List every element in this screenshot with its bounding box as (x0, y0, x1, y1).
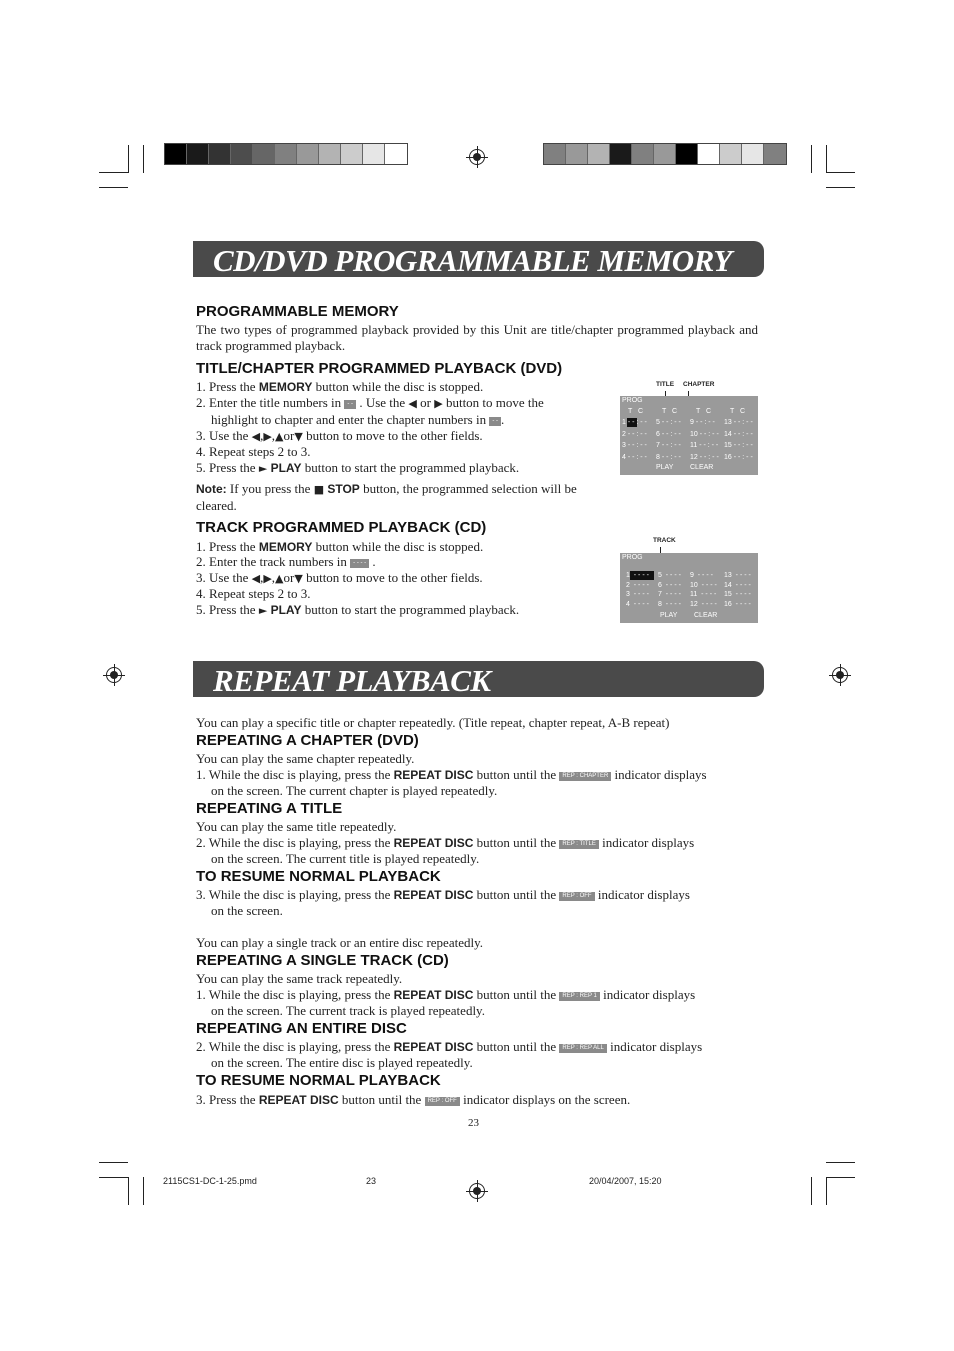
program-slot: 11 - - : - - (690, 442, 719, 449)
play-icon: ► (258, 462, 268, 475)
color-swatch-bar-left (164, 143, 408, 165)
program-slot: 9 - - : - - (690, 419, 715, 426)
indicator-chip: REP : REP 1 (559, 992, 599, 1001)
program-slot: 4 - - - - (626, 600, 649, 608)
color-swatch (385, 144, 407, 164)
color-swatch (698, 144, 720, 164)
left-arrow-icon: ◀ (251, 572, 261, 585)
program-slot: 3 - - : - - (622, 442, 647, 449)
crop-mark (826, 187, 855, 188)
play-label: PLAY (660, 612, 678, 619)
right-arrow-icon: ▶ (263, 572, 272, 585)
registration-mark-icon (466, 146, 488, 168)
up-arrow-icon: ▲ (275, 430, 284, 443)
step-3: 3. Use the ◀,▶,▲or▼ button to move to the other fields. (196, 570, 483, 585)
registration-mark-icon (829, 664, 851, 686)
heading-repeat-chapter: REPEATING A CHAPTER (DVD) (196, 732, 419, 749)
crop-mark (826, 1162, 855, 1163)
paragraph: You can play the same chapter repeatedly. (196, 751, 415, 766)
color-swatch (209, 144, 231, 164)
play-icon: ► (258, 604, 268, 617)
program-slot: 9 - - - - (690, 572, 713, 579)
color-swatch (676, 144, 698, 164)
program-slot: 13 - - : - - (724, 419, 753, 426)
step-2: 2. While the disc is playing, press the REPEAT DISC button until the REP : REP ALL indicator displays (196, 1039, 703, 1054)
dvd-program-screen: PROG T C T C T C T C 1 - - : - - 5 - - : - - 9 - - : - - 13 - - : - - 2 - - : - - 6 - - : - - 10 - - : - - 14 - - : - - 3 - - : - - 7 - - : - - 11 - - : - - 15 - - : - - 4 - - : - - 8 - - : - - 12 - - : - - 16 - - : - - PLAY CLEAR (620, 396, 758, 475)
column-header: T C (696, 408, 712, 415)
color-swatch (363, 144, 385, 164)
indicator-chip: REP : OFF (559, 892, 594, 901)
step-3: 3. While the disc is playing, press the REPEAT DISC button until the REP : OFF indicator displays (196, 887, 690, 902)
program-slot: 16 - - - - (724, 600, 751, 608)
heading-repeat-disc: REPEATING AN ENTIRE DISC (196, 1020, 407, 1037)
color-swatch (764, 144, 786, 164)
paragraph: You can play a specific title or chapter repeatedly. (Title repeat, chapter repeat, A-B repeat) (196, 715, 670, 730)
program-slot: 14 - - - - (724, 581, 751, 589)
program-slot: 15 - - - - (724, 591, 751, 598)
step-1: 1. While the disc is playing, press the REPEAT DISC button until the REP : CHAPTER indicator displays (196, 767, 707, 782)
field-indicator: - - (344, 400, 356, 409)
program-slot: 15 - - : - - (724, 442, 753, 449)
crop-mark (99, 1177, 128, 1178)
program-slot: 5 - - : - - (656, 419, 681, 426)
program-slot: 7 - - : - - (656, 442, 681, 449)
step-2: 2. Enter the title numbers in - - . Use the ◀ or ▶ button to move the (196, 395, 544, 410)
crop-mark (143, 1177, 144, 1205)
program-slot: 12 - - - - (690, 600, 717, 608)
color-swatch (632, 144, 654, 164)
footer-file: 2115CS1-DC-1-25.pmd (163, 1176, 257, 1186)
step-1-cont: on the screen. The current track is played repeatedly. (211, 1003, 485, 1018)
crop-mark (826, 1177, 855, 1178)
indicator-chip: REP : REP ALL (559, 1044, 606, 1053)
section-banner (193, 661, 764, 697)
stop-icon: ■ (313, 483, 325, 496)
step-3-cont: on the screen. (211, 903, 283, 918)
down-arrow-icon: ▼ (294, 572, 303, 585)
step-2: 2. Enter the track numbers in - - - - . (196, 554, 376, 569)
color-swatch (275, 144, 297, 164)
color-swatch (231, 144, 253, 164)
footer-page: 23 (366, 1176, 377, 1186)
step-5: 5. Press the ► PLAY button to start the programmed playback. (196, 460, 520, 475)
crop-mark (99, 187, 128, 188)
section-title: CD/DVD PROGRAMMABLE MEMORY (213, 243, 732, 278)
note: Note: If you press the ■ STOP button, the programmed selection will be cleared. (196, 481, 577, 513)
footer-date: 20/04/2007, 15:20 (589, 1176, 662, 1186)
step-1: 1. Press the MEMORY button while the disc is stopped. (196, 379, 484, 394)
program-slot: 7 - - - - (658, 591, 681, 598)
crop-mark (143, 145, 144, 173)
color-swatch (610, 144, 632, 164)
paragraph: You can play a single track or an entire disc repeatedly. (196, 935, 483, 950)
program-slot: 8 - - - - (658, 600, 681, 608)
paragraph: You can play the same title repeatedly. (196, 819, 397, 834)
crop-mark (826, 145, 827, 173)
crop-mark (99, 172, 128, 173)
left-arrow-icon: ◀ (408, 397, 417, 410)
program-slot: 12 - - : - - (690, 453, 719, 461)
heading-programmable-memory: PROGRAMMABLE MEMORY (196, 303, 399, 320)
color-swatch (566, 144, 588, 164)
crop-mark (811, 145, 812, 173)
field-indicator: - - (489, 417, 501, 426)
clear-label: CLEAR (690, 464, 714, 471)
down-arrow-icon: ▼ (294, 430, 303, 443)
program-slot: 5 - - - - (658, 572, 681, 579)
crop-mark (826, 1177, 827, 1205)
step-2-cont: on the screen. The entire disc is played repeatedly. (211, 1055, 473, 1070)
color-swatch (253, 144, 275, 164)
color-swatch (588, 144, 610, 164)
section-title: REPEAT PLAYBACK (213, 663, 491, 698)
program-slot: 6 - - : - - (656, 430, 681, 438)
color-swatch (297, 144, 319, 164)
color-swatch-bar-right (543, 143, 787, 165)
heading-cd-program: TRACK PROGRAMMED PLAYBACK (CD) (196, 519, 487, 536)
program-slot: 6 - - - - (658, 581, 681, 589)
left-arrow-icon: ◀ (251, 430, 261, 443)
color-swatch (544, 144, 566, 164)
program-slot: 14 - - : - - (724, 430, 753, 438)
indicator-chip: REP : CHAPTER (559, 772, 611, 781)
step-4: 4. Repeat steps 2 to 3. (196, 586, 311, 601)
heading-resume-normal: TO RESUME NORMAL PLAYBACK (196, 1072, 441, 1089)
program-slot: 1 - - - - (626, 572, 649, 579)
color-swatch (165, 144, 187, 164)
right-arrow-icon: ▶ (263, 430, 272, 443)
heading-resume-normal: TO RESUME NORMAL PLAYBACK (196, 868, 441, 885)
color-swatch (720, 144, 742, 164)
crop-mark (128, 145, 129, 173)
step-1-cont: on the screen. The current chapter is played repeatedly. (211, 783, 498, 798)
step-2: 2. While the disc is playing, press the REPEAT DISC button until the REP : TITLE indicator displays (196, 835, 695, 850)
step-2-cont: highlight to chapter and enter the chapter numbers in - - . (211, 412, 505, 427)
play-label: PLAY (656, 464, 674, 471)
step-2-cont: on the screen. The current title is played repeatedly. (211, 851, 480, 866)
program-slot: 16 - - : - - (724, 453, 753, 461)
program-slot: 2 - - - - (626, 581, 649, 589)
step-4: 4. Repeat steps 2 to 3. (196, 444, 311, 459)
program-slot: 2 - - : - - (622, 430, 647, 438)
program-slot: 4 - - : - - (622, 453, 647, 461)
heading-repeat-title: REPEATING A TITLE (196, 800, 343, 817)
paragraph: You can play the same track repeatedly. (196, 971, 403, 986)
cd-program-screen: PROG 1 - - - - 5 - - - - 9 - - - - 13 - - - - 2 - - - - 6 - - - - 10 - - - - 14 - - - - 3 - - - - 7 - - - - 11 - - - - 15 - - - - 4 - - - - 8 - - - - 12 - - - - 16 - - - - PLAY CLEAR (620, 553, 758, 623)
label-title: TITLE (656, 381, 675, 388)
color-swatch (341, 144, 363, 164)
program-slot: 13 - - - - (724, 572, 751, 579)
label-chapter: CHAPTER (683, 381, 715, 388)
paragraph: The two types of programmed playback provided by this Unit are title/chapter programmed playback and track programmed playback. (196, 322, 758, 353)
crop-mark (99, 1162, 128, 1163)
up-arrow-icon: ▲ (275, 572, 284, 585)
color-swatch (654, 144, 676, 164)
color-swatch (742, 144, 764, 164)
registration-mark-icon (466, 1180, 488, 1202)
indicator-chip: REP : OFF (425, 1097, 460, 1106)
color-swatch (187, 144, 209, 164)
step-3: 3. Use the ◀,▶,▲or▼ button to move to the other fields. (196, 428, 483, 443)
step-5: 5. Press the ► PLAY button to start the programmed playback. (196, 602, 520, 617)
program-slot: 11 - - - - (690, 591, 717, 598)
column-header: T C (730, 408, 746, 415)
crop-mark (811, 1177, 812, 1205)
heading-repeat-track: REPEATING A SINGLE TRACK (CD) (196, 952, 449, 969)
column-header: T C (662, 408, 678, 415)
color-swatch (319, 144, 341, 164)
crop-mark (128, 1177, 129, 1205)
program-slot: 10 - - - - (690, 581, 717, 589)
program-slot: 3 - - - - (626, 591, 649, 598)
right-arrow-icon: ▶ (434, 397, 443, 410)
registration-mark-icon (103, 664, 125, 686)
program-slot: 10 - - : - - (690, 430, 719, 438)
page-number: 23 (468, 1117, 479, 1129)
heading-dvd-program: TITLE/CHAPTER PROGRAMMED PLAYBACK (DVD) (196, 360, 563, 377)
crop-mark (826, 172, 855, 173)
indicator-chip: REP : TITLE (559, 840, 598, 849)
program-slot: 8 - - : - - (656, 453, 681, 461)
step-3: 3. Press the REPEAT DISC button until the REP : OFF indicator displays on the screen. (196, 1092, 631, 1107)
label-track: TRACK (653, 537, 676, 544)
column-header: T C (628, 408, 644, 415)
step-1: 1. While the disc is playing, press the REPEAT DISC button until the REP : REP 1 indicator displays (196, 987, 696, 1002)
section-banner (193, 241, 764, 277)
program-slot: 1 - - : - - (622, 419, 647, 426)
field-indicator: - - - - (350, 559, 369, 568)
clear-label: CLEAR (694, 612, 718, 619)
step-1: 1. Press the MEMORY button while the disc is stopped. (196, 539, 484, 554)
